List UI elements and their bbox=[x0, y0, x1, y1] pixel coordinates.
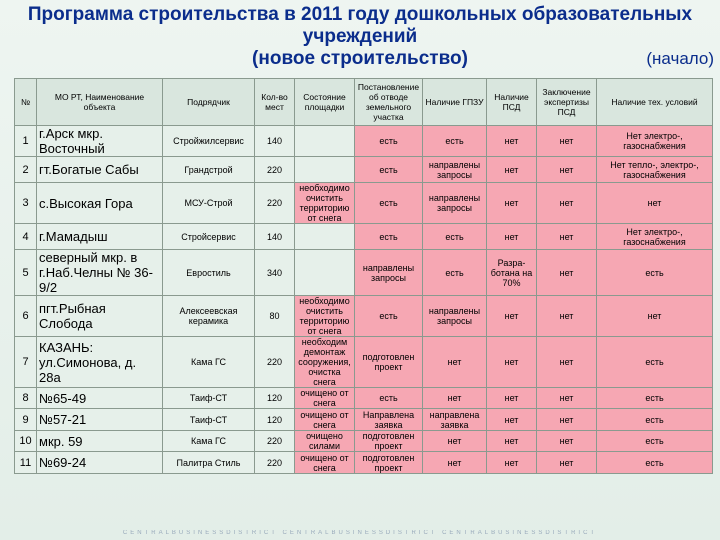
cell-n: 9 bbox=[15, 409, 37, 431]
table-row bbox=[15, 224, 713, 250]
header-row bbox=[15, 79, 713, 126]
cell-site: очищено силами bbox=[295, 431, 355, 452]
cell-seats: 220 bbox=[255, 157, 295, 183]
cell-gpzu: есть bbox=[423, 224, 487, 250]
cell-exp: нет bbox=[537, 337, 597, 388]
cell-decree: есть bbox=[355, 157, 423, 183]
cell-seats: 140 bbox=[255, 224, 295, 250]
cell-site: необходим демонтаж сооружения, очистка снега bbox=[295, 337, 355, 388]
slide-title bbox=[0, 4, 720, 70]
cell-contractor: Евростиль bbox=[163, 250, 255, 296]
table-row bbox=[15, 452, 713, 474]
cell-gpzu: нет bbox=[423, 431, 487, 452]
table-row bbox=[15, 250, 713, 296]
cell-decree: есть bbox=[355, 183, 423, 224]
cell-site: очищено от снега bbox=[295, 452, 355, 474]
cell-seats: 220 bbox=[255, 452, 295, 474]
cell-gpzu: есть bbox=[423, 126, 487, 157]
table-row bbox=[15, 296, 713, 337]
cell-decree: есть bbox=[355, 126, 423, 157]
cell-name: северный мкр. в г.Наб.Челны № 36-9/2 bbox=[37, 250, 163, 296]
cell-decree: есть bbox=[355, 296, 423, 337]
title-line-3: (новое строительство) bbox=[252, 48, 468, 69]
table-row bbox=[15, 388, 713, 409]
cell-decree: подготовлен проект bbox=[355, 452, 423, 474]
cell-n: 1 bbox=[15, 126, 37, 157]
cell-psd: нет bbox=[487, 183, 537, 224]
cell-name: г.Арск мкр. Восточный bbox=[37, 126, 163, 157]
program-table bbox=[14, 78, 713, 474]
cell-site: необходимо очистить территорию от снега bbox=[295, 296, 355, 337]
cell-exp: нет bbox=[537, 183, 597, 224]
cell-exp: нет bbox=[537, 296, 597, 337]
cell-site: очищено от снега bbox=[295, 409, 355, 431]
cell-tech: Нет электро-, газоснабжения bbox=[597, 126, 713, 157]
cell-site: необходимо очистить территорию от снега bbox=[295, 183, 355, 224]
cell-psd: нет bbox=[487, 452, 537, 474]
cell-decree: подготовлен проект bbox=[355, 431, 423, 452]
cell-contractor: Таиф-СТ bbox=[163, 388, 255, 409]
cell-tech: есть bbox=[597, 337, 713, 388]
cell-tech: есть bbox=[597, 409, 713, 431]
cell-name: с.Высокая Гора bbox=[37, 183, 163, 224]
cell-contractor: Таиф-СТ bbox=[163, 409, 255, 431]
cell-n: 4 bbox=[15, 224, 37, 250]
cell-site: очищено от снега bbox=[295, 388, 355, 409]
cell-contractor: Грандстрой bbox=[163, 157, 255, 183]
table-row bbox=[15, 431, 713, 452]
cell-psd: нет bbox=[487, 126, 537, 157]
cell-name: КАЗАНЬ: ул.Симонова, д. 28а bbox=[37, 337, 163, 388]
cell-seats: 220 bbox=[255, 337, 295, 388]
header-cell: Наличие ПСД bbox=[487, 79, 537, 126]
header-cell: Постановление об отводе земельного участка bbox=[355, 79, 423, 126]
table-row bbox=[15, 157, 713, 183]
cell-site bbox=[295, 224, 355, 250]
cell-n: 6 bbox=[15, 296, 37, 337]
cell-tech: нет bbox=[597, 183, 713, 224]
cell-tech: есть bbox=[597, 250, 713, 296]
footer-watermark: CENTRALBUSINESSDISTRICT CENTRALBUSINESSDISTRICT CENTRALBUSINESSDISTRICT bbox=[122, 530, 598, 536]
cell-n: 2 bbox=[15, 157, 37, 183]
cell-tech: есть bbox=[597, 431, 713, 452]
table-row bbox=[15, 183, 713, 224]
cell-seats: 80 bbox=[255, 296, 295, 337]
cell-tech: есть bbox=[597, 388, 713, 409]
cell-exp: нет bbox=[537, 452, 597, 474]
cell-gpzu: направлены запросы bbox=[423, 296, 487, 337]
cell-name: пгт.Рыбная Слобода bbox=[37, 296, 163, 337]
table-row bbox=[15, 126, 713, 157]
cell-tech: нет bbox=[597, 296, 713, 337]
cell-gpzu: нет bbox=[423, 452, 487, 474]
title-tail: (начало) bbox=[646, 49, 714, 68]
header-cell: Подрядчик bbox=[163, 79, 255, 126]
cell-decree: Направлена заявка bbox=[355, 409, 423, 431]
cell-name: №65-49 bbox=[37, 388, 163, 409]
cell-gpzu: направлена заявка bbox=[423, 409, 487, 431]
cell-name: гт.Богатые Сабы bbox=[37, 157, 163, 183]
title-line-3-wrap bbox=[0, 48, 720, 70]
header-cell: Заключение экспертизы ПСД bbox=[537, 79, 597, 126]
cell-tech: Нет электро-, газоснабжения bbox=[597, 224, 713, 250]
cell-n: 8 bbox=[15, 388, 37, 409]
cell-exp: нет bbox=[537, 224, 597, 250]
cell-psd: нет bbox=[487, 157, 537, 183]
cell-contractor: Кама ГС bbox=[163, 431, 255, 452]
cell-contractor: МСУ-Строй bbox=[163, 183, 255, 224]
title-line-2: учреждений bbox=[302, 26, 418, 47]
cell-gpzu: направлены запросы bbox=[423, 183, 487, 224]
cell-tech: есть bbox=[597, 452, 713, 474]
cell-gpzu: нет bbox=[423, 337, 487, 388]
cell-seats: 120 bbox=[255, 388, 295, 409]
cell-contractor: Алексеевская керамика bbox=[163, 296, 255, 337]
cell-psd: нет bbox=[487, 388, 537, 409]
cell-gpzu: нет bbox=[423, 388, 487, 409]
cell-decree: направлены запросы bbox=[355, 250, 423, 296]
header-cell: № bbox=[15, 79, 37, 126]
cell-gpzu: направлены запросы bbox=[423, 157, 487, 183]
cell-tech: Нет тепло-, электро-, газоснабжения bbox=[597, 157, 713, 183]
cell-name: г.Мамадыш bbox=[37, 224, 163, 250]
cell-n: 11 bbox=[15, 452, 37, 474]
cell-name: №57-21 bbox=[37, 409, 163, 431]
cell-name: мкр. 59 bbox=[37, 431, 163, 452]
program-table-wrap bbox=[14, 78, 712, 474]
cell-contractor: Стройжилсервис bbox=[163, 126, 255, 157]
table-body bbox=[15, 126, 713, 474]
cell-seats: 120 bbox=[255, 409, 295, 431]
cell-n: 7 bbox=[15, 337, 37, 388]
cell-contractor: Стройсервис bbox=[163, 224, 255, 250]
cell-seats: 220 bbox=[255, 183, 295, 224]
cell-site bbox=[295, 157, 355, 183]
cell-contractor: Кама ГС bbox=[163, 337, 255, 388]
title-line-1: Программа строительства в 2011 году дошкольных образовательных bbox=[27, 4, 693, 25]
cell-exp: нет bbox=[537, 388, 597, 409]
cell-contractor: Палитра Стиль bbox=[163, 452, 255, 474]
header-cell: Состояние площадки bbox=[295, 79, 355, 126]
cell-psd: нет bbox=[487, 409, 537, 431]
cell-decree: есть bbox=[355, 388, 423, 409]
header-cell: Наличие ГПЗУ bbox=[423, 79, 487, 126]
cell-seats: 340 bbox=[255, 250, 295, 296]
cell-exp: нет bbox=[537, 126, 597, 157]
table-row bbox=[15, 409, 713, 431]
cell-site bbox=[295, 250, 355, 296]
cell-n: 10 bbox=[15, 431, 37, 452]
header-cell: Кол-во мест bbox=[255, 79, 295, 126]
cell-name: №69-24 bbox=[37, 452, 163, 474]
cell-exp: нет bbox=[537, 250, 597, 296]
header-cell: Наличие тех. условий bbox=[597, 79, 713, 126]
cell-n: 3 bbox=[15, 183, 37, 224]
cell-psd: нет bbox=[487, 337, 537, 388]
cell-site bbox=[295, 126, 355, 157]
cell-exp: нет bbox=[537, 431, 597, 452]
cell-psd: Разра- ботана на 70% bbox=[487, 250, 537, 296]
cell-exp: нет bbox=[537, 157, 597, 183]
cell-psd: нет bbox=[487, 224, 537, 250]
cell-decree: есть bbox=[355, 224, 423, 250]
cell-psd: нет bbox=[487, 431, 537, 452]
cell-psd: нет bbox=[487, 296, 537, 337]
cell-exp: нет bbox=[537, 409, 597, 431]
cell-seats: 140 bbox=[255, 126, 295, 157]
cell-decree: подготовлен проект bbox=[355, 337, 423, 388]
table-row bbox=[15, 337, 713, 388]
header-cell: МО РТ, Наименование объекта bbox=[37, 79, 163, 126]
cell-gpzu: есть bbox=[423, 250, 487, 296]
cell-seats: 220 bbox=[255, 431, 295, 452]
cell-n: 5 bbox=[15, 250, 37, 296]
